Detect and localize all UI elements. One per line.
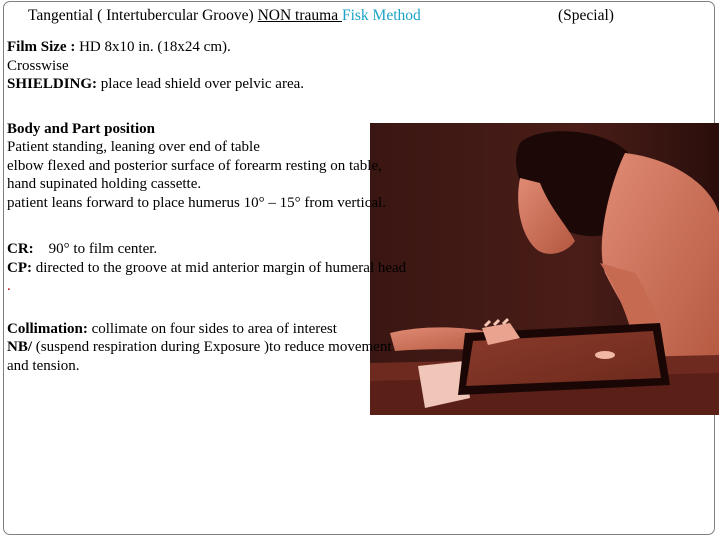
shielding-label: SHIELDING: bbox=[7, 76, 98, 92]
positioning-instructions bbox=[7, 38, 407, 375]
shielding-line bbox=[7, 75, 407, 94]
nb-label: NB/ bbox=[7, 339, 33, 355]
cr-line bbox=[7, 240, 407, 259]
cp-value: directed to the groove at mid anterior margin of humeral head bbox=[35, 259, 407, 276]
cp-end: . bbox=[7, 278, 11, 294]
cp-label: CP: bbox=[7, 259, 32, 276]
cr-value: 90° to film center. bbox=[48, 241, 158, 257]
cp-line bbox=[7, 259, 407, 296]
film-size-line bbox=[7, 38, 407, 57]
body-position-line-2: elbow flexed and posterior surface of forearm resting on table, hand supinated holding cassette. bbox=[7, 157, 382, 192]
film-orientation: Crosswise bbox=[7, 57, 69, 74]
cr-label: CR: bbox=[7, 241, 34, 257]
title-special: (Special) bbox=[558, 7, 614, 24]
shielding-value: place lead shield over pelvic area. bbox=[100, 76, 305, 92]
title-method: Fisk Method bbox=[341, 7, 421, 24]
film-size-label: Film Size : bbox=[7, 39, 76, 55]
body-position-line-3: patient leans forward to place humerus 10° – 15° from vertical. bbox=[7, 194, 386, 211]
slide-title bbox=[28, 7, 708, 29]
body-position-heading: Body and Part position bbox=[7, 120, 155, 137]
film-size-value: HD 8x10 in. (18x24 cm). bbox=[79, 39, 231, 55]
body-position-line-1: Patient standing, leaning over end of table bbox=[7, 139, 260, 155]
collimation-line bbox=[7, 320, 407, 339]
title-non-trauma: NON trauma bbox=[257, 7, 342, 24]
title-prefix: Tangential ( Intertubercular Groove) bbox=[28, 7, 258, 24]
collimation-value: collimate on four sides to area of interest bbox=[91, 320, 337, 337]
nb-value: (suspend respiration during Exposure )to reduce movement and tension. bbox=[7, 339, 392, 374]
nb-line bbox=[7, 338, 407, 375]
collimation-label: Collimation: bbox=[7, 320, 88, 337]
patient-positioning-photo bbox=[370, 123, 719, 415]
